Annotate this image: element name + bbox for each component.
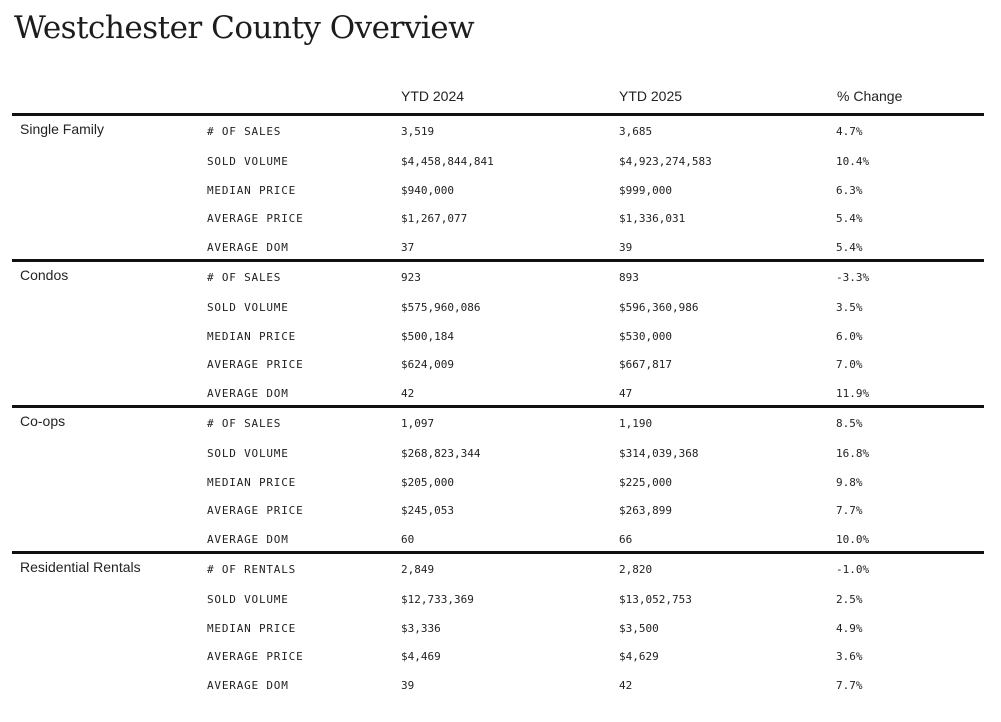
table-row — [12, 330, 984, 350]
percent-change-value: 10.0% — [836, 533, 870, 546]
table-row — [12, 476, 984, 496]
metric-label: MEDIAN PRICE — [207, 330, 297, 343]
table-row — [12, 241, 984, 261]
percent-change-value: 7.7% — [836, 679, 863, 692]
metric-label: AVERAGE DOM — [207, 533, 289, 546]
metric-label: SOLD VOLUME — [207, 155, 289, 168]
metric-label: # OF RENTALS — [207, 563, 297, 576]
ytd-2024-value: 3,519 — [401, 125, 435, 138]
ytd-2025-value: $4,629 — [619, 650, 659, 663]
ytd-2024-value: $940,000 — [401, 184, 454, 197]
ytd-2025-value: 66 — [619, 533, 633, 546]
table-row — [12, 417, 984, 437]
metric-label: AVERAGE PRICE — [207, 358, 304, 371]
table-row — [12, 679, 984, 699]
metric-label: AVERAGE PRICE — [207, 212, 304, 225]
column-header-percent-change: % Change — [837, 88, 903, 104]
ytd-2024-value: 60 — [401, 533, 415, 546]
percent-change-value: 4.9% — [836, 622, 863, 635]
ytd-2025-value: $667,817 — [619, 358, 672, 371]
metric-label: # OF SALES — [207, 271, 282, 284]
percent-change-value: 16.8% — [836, 447, 870, 460]
metric-label: AVERAGE DOM — [207, 679, 289, 692]
category-label: Co-ops — [20, 413, 66, 429]
percent-change-value: 3.5% — [836, 301, 863, 314]
ytd-2024-value: $624,009 — [401, 358, 454, 371]
ytd-2025-value: 1,190 — [619, 417, 653, 430]
percent-change-value: 7.0% — [836, 358, 863, 371]
percent-change-value: -3.3% — [836, 271, 870, 284]
ytd-2025-value: 2,820 — [619, 563, 653, 576]
ytd-2025-value: $263,899 — [619, 504, 672, 517]
metric-label: # OF SALES — [207, 125, 282, 138]
table-row — [12, 622, 984, 642]
percent-change-value: 3.6% — [836, 650, 863, 663]
ytd-2024-value: $205,000 — [401, 476, 454, 489]
percent-change-value: 6.0% — [836, 330, 863, 343]
ytd-2024-value: $268,823,344 — [401, 447, 481, 460]
ytd-2025-value: $314,039,368 — [619, 447, 699, 460]
ytd-2024-value: $500,184 — [401, 330, 454, 343]
category-label: Residential Rentals — [20, 559, 141, 575]
ytd-2024-value: $4,458,844,841 — [401, 155, 494, 168]
ytd-2025-value: $3,500 — [619, 622, 659, 635]
ytd-2025-value: 42 — [619, 679, 633, 692]
category-label: Single Family — [20, 121, 105, 137]
percent-change-value: 11.9% — [836, 387, 870, 400]
ytd-2024-value: $245,053 — [401, 504, 454, 517]
ytd-2024-value: $575,960,086 — [401, 301, 481, 314]
percent-change-value: 5.4% — [836, 241, 863, 254]
metric-label: SOLD VOLUME — [207, 447, 289, 460]
table-row — [12, 155, 984, 175]
percent-change-value: 6.3% — [836, 184, 863, 197]
table-row — [12, 504, 984, 524]
table-row — [12, 447, 984, 467]
ytd-2025-value: 39 — [619, 241, 633, 254]
table-row — [12, 563, 984, 583]
table-row — [12, 593, 984, 613]
section-residential-rentals — [12, 551, 984, 694]
table-row — [12, 533, 984, 553]
table-row — [12, 301, 984, 321]
percent-change-value: 2.5% — [836, 593, 863, 606]
metric-label: SOLD VOLUME — [207, 301, 289, 314]
column-header-ytd-2025: YTD 2025 — [619, 88, 683, 104]
metric-label: AVERAGE DOM — [207, 387, 289, 400]
table-row — [12, 212, 984, 232]
ytd-2024-value: 39 — [401, 679, 415, 692]
percent-change-value: -1.0% — [836, 563, 870, 576]
ytd-2025-value: $1,336,031 — [619, 212, 686, 225]
ytd-2024-value: 42 — [401, 387, 415, 400]
metric-label: AVERAGE PRICE — [207, 504, 304, 517]
ytd-2025-value: $999,000 — [619, 184, 672, 197]
metric-label: MEDIAN PRICE — [207, 622, 297, 635]
metric-label: MEDIAN PRICE — [207, 184, 297, 197]
ytd-2025-value: $4,923,274,583 — [619, 155, 712, 168]
metric-label: # OF SALES — [207, 417, 282, 430]
ytd-2024-value: 2,849 — [401, 563, 435, 576]
ytd-2025-value: $530,000 — [619, 330, 672, 343]
section-condos — [12, 259, 984, 402]
table-row — [12, 358, 984, 378]
ytd-2024-value: 37 — [401, 241, 415, 254]
ytd-2024-value: $4,469 — [401, 650, 441, 663]
percent-change-value: 4.7% — [836, 125, 863, 138]
ytd-2024-value: 1,097 — [401, 417, 435, 430]
table-row — [12, 387, 984, 407]
table-row — [12, 650, 984, 670]
percent-change-value: 5.4% — [836, 212, 863, 225]
column-header-ytd-2024: YTD 2024 — [401, 88, 465, 104]
ytd-2025-value: $596,360,986 — [619, 301, 699, 314]
ytd-2025-value: $225,000 — [619, 476, 672, 489]
ytd-2024-value: $3,336 — [401, 622, 441, 635]
percent-change-value: 8.5% — [836, 417, 863, 430]
table-row — [12, 271, 984, 291]
percent-change-value: 10.4% — [836, 155, 870, 168]
table-row — [12, 184, 984, 204]
ytd-2024-value: 923 — [401, 271, 421, 284]
ytd-2025-value: 893 — [619, 271, 639, 284]
ytd-2024-value: $1,267,077 — [401, 212, 468, 225]
metric-label: AVERAGE DOM — [207, 241, 289, 254]
category-label: Condos — [20, 267, 69, 283]
percent-change-value: 9.8% — [836, 476, 863, 489]
percent-change-value: 7.7% — [836, 504, 863, 517]
page-title: Westchester County Overview — [14, 10, 475, 46]
section-co-ops — [12, 405, 984, 548]
metric-label: AVERAGE PRICE — [207, 650, 304, 663]
table-row — [12, 125, 984, 145]
ytd-2025-value: $13,052,753 — [619, 593, 692, 606]
ytd-2024-value: $12,733,369 — [401, 593, 474, 606]
section-single-family — [12, 113, 984, 256]
ytd-2025-value: 47 — [619, 387, 633, 400]
ytd-2025-value: 3,685 — [619, 125, 653, 138]
metric-label: SOLD VOLUME — [207, 593, 289, 606]
metric-label: MEDIAN PRICE — [207, 476, 297, 489]
